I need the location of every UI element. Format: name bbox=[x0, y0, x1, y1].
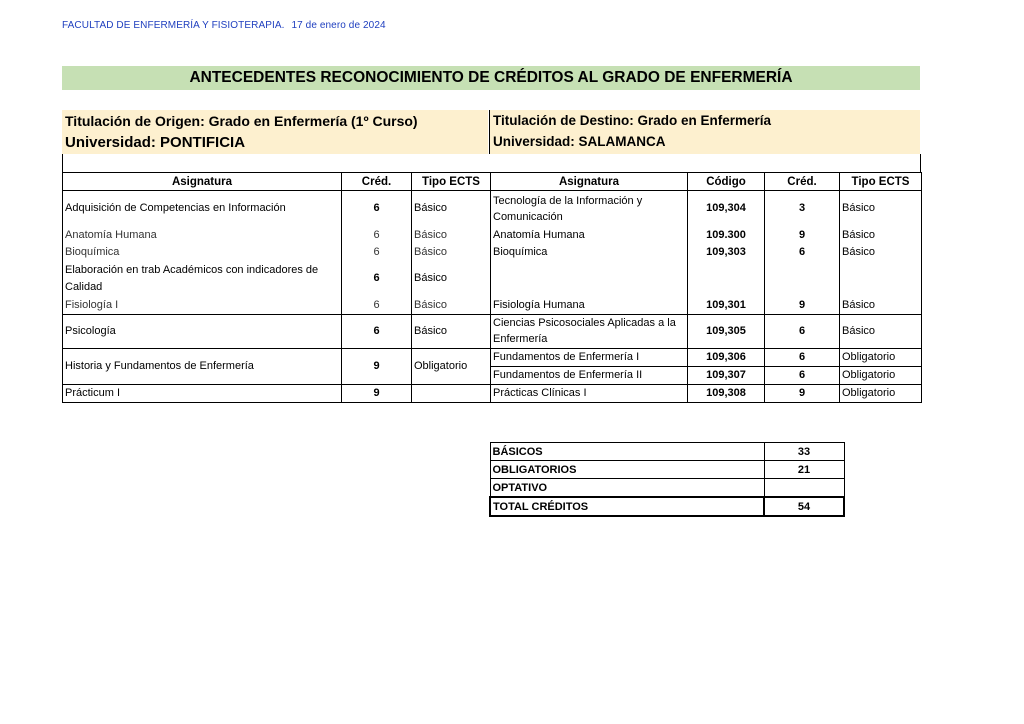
origin-credits: 6 bbox=[342, 314, 412, 348]
col-tipo-origin: Tipo ECTS bbox=[412, 173, 491, 191]
col-codigo: Código bbox=[688, 173, 765, 191]
col-cred-origin: Créd. bbox=[342, 173, 412, 191]
origin-info bbox=[62, 110, 488, 154]
origin-type bbox=[412, 384, 491, 402]
summary-label: OBLIGATORIOS bbox=[490, 461, 764, 479]
col-cred-destination: Créd. bbox=[765, 173, 840, 191]
summary-label: BÁSICOS bbox=[490, 443, 764, 461]
origin-subject: Elaboración en trab Académicos con indicadores de Calidad bbox=[63, 261, 342, 297]
destination-credits: 9 bbox=[765, 227, 840, 244]
origin-credits: 6 bbox=[342, 191, 412, 227]
origin-type: Básico bbox=[412, 314, 491, 348]
destination-type: Básico bbox=[840, 297, 922, 315]
destination-code bbox=[688, 261, 765, 297]
divider-left bbox=[62, 154, 63, 172]
destination-subject: Fundamentos de Enfermería II bbox=[491, 366, 688, 384]
divider-right bbox=[920, 154, 921, 172]
summary-total-row bbox=[490, 497, 844, 516]
table-row bbox=[63, 191, 922, 227]
origin-credits: 6 bbox=[342, 244, 412, 261]
origin-type: Básico bbox=[412, 244, 491, 261]
destination-credits: 9 bbox=[765, 297, 840, 315]
destination-subject: Prácticas Clínicas I bbox=[491, 384, 688, 402]
destination-subject: Anatomía Humana bbox=[491, 227, 688, 244]
destination-type: Básico bbox=[840, 191, 922, 227]
table-row bbox=[63, 261, 922, 297]
summary-label: OPTATIVO bbox=[490, 479, 764, 498]
origin-subject: Bioquímica bbox=[63, 244, 342, 261]
origin-subject: Anatomía Humana bbox=[63, 227, 342, 244]
destination-type: Obligatorio bbox=[840, 348, 922, 366]
destination-titulacion: Titulación de Destino: Grado en Enfermería bbox=[493, 113, 772, 128]
destination-code: 109,305 bbox=[688, 314, 765, 348]
origin-credits: 6 bbox=[342, 227, 412, 244]
destination-type: Básico bbox=[840, 227, 922, 244]
destination-credits: 6 bbox=[765, 366, 840, 384]
destination-code: 109,306 bbox=[688, 348, 765, 366]
destination-type: Básico bbox=[840, 244, 922, 261]
destination-code: 109,304 bbox=[688, 191, 765, 227]
origin-type: Básico bbox=[412, 191, 491, 227]
origin-subject: Adquisición de Competencias en Información bbox=[63, 191, 342, 227]
destination-credits: 6 bbox=[765, 244, 840, 261]
origin-subject: Prácticum I bbox=[63, 384, 342, 402]
col-asignatura-origin: Asignatura bbox=[63, 173, 342, 191]
origin-subject: Psicología bbox=[63, 314, 342, 348]
origin-type: Básico bbox=[412, 261, 491, 297]
origin-universidad: Universidad: PONTIFICIA bbox=[65, 134, 246, 151]
destination-subject bbox=[491, 261, 688, 297]
table-row bbox=[63, 314, 922, 348]
summary-value: 21 bbox=[764, 461, 844, 479]
destination-credits: 9 bbox=[765, 384, 840, 402]
faculty-header bbox=[62, 20, 386, 31]
destination-subject: Fisiología Humana bbox=[491, 297, 688, 315]
origin-titulacion: Titulación de Origen: Grado en Enfermería (1º Curso) bbox=[65, 113, 418, 129]
summary-total-value: 54 bbox=[764, 497, 844, 516]
origin-credits: 9 bbox=[342, 348, 412, 384]
page-title: ANTECEDENTES RECONOCIMIENTO DE CRÉDITOS AL GRADO DE ENFERMERÍA bbox=[62, 66, 920, 90]
destination-credits: 6 bbox=[765, 348, 840, 366]
summary-row bbox=[490, 443, 844, 461]
origin-subject: Fisiología I bbox=[63, 297, 342, 315]
destination-subject: Fundamentos de Enfermería I bbox=[491, 348, 688, 366]
origin-subject: Historia y Fundamentos de Enfermería bbox=[63, 348, 342, 384]
table-row bbox=[63, 348, 922, 366]
destination-credits: 3 bbox=[765, 191, 840, 227]
credits-summary-table bbox=[489, 442, 845, 517]
summary-value bbox=[764, 479, 844, 498]
col-asignatura-destination: Asignatura bbox=[491, 173, 688, 191]
col-tipo-destination: Tipo ECTS bbox=[840, 173, 922, 191]
destination-subject: Ciencias Psicosociales Aplicadas a la Enfermería bbox=[491, 314, 688, 348]
destination-credits: 6 bbox=[765, 314, 840, 348]
destination-subject: Tecnología de la Información y Comunicación bbox=[491, 191, 688, 227]
origin-type: Obligatorio bbox=[412, 348, 491, 384]
summary-row bbox=[490, 479, 844, 498]
destination-type: Básico bbox=[840, 314, 922, 348]
table-row bbox=[63, 244, 922, 261]
origin-credits: 6 bbox=[342, 297, 412, 315]
destination-type: Obligatorio bbox=[840, 384, 922, 402]
destination-universidad: Universidad: SALAMANCA bbox=[493, 134, 666, 149]
destination-info bbox=[490, 110, 920, 154]
destination-type: Obligatorio bbox=[840, 366, 922, 384]
destination-code: 109,308 bbox=[688, 384, 765, 402]
destination-subject: Bioquímica bbox=[491, 244, 688, 261]
origin-type: Básico bbox=[412, 297, 491, 315]
destination-credits bbox=[765, 261, 840, 297]
summary-total-label: TOTAL CRÉDITOS bbox=[490, 497, 764, 516]
summary-value: 33 bbox=[764, 443, 844, 461]
table-row bbox=[63, 297, 922, 315]
destination-code: 109.300 bbox=[688, 227, 765, 244]
header-date: 17 de enero de 2024 bbox=[291, 20, 386, 31]
destination-code: 109,301 bbox=[688, 297, 765, 315]
table-header-row bbox=[63, 173, 922, 191]
destination-code: 109,307 bbox=[688, 366, 765, 384]
destination-type bbox=[840, 261, 922, 297]
origin-credits: 9 bbox=[342, 384, 412, 402]
table-row bbox=[63, 384, 922, 402]
table-row bbox=[63, 227, 922, 244]
origin-credits: 6 bbox=[342, 261, 412, 297]
summary-row bbox=[490, 461, 844, 479]
recognition-table bbox=[62, 172, 922, 403]
origin-type: Básico bbox=[412, 227, 491, 244]
faculty-name: FACULTAD DE ENFERMERÍA Y FISIOTERAPIA. bbox=[62, 20, 285, 31]
destination-code: 109,303 bbox=[688, 244, 765, 261]
divider-middle bbox=[489, 110, 490, 154]
